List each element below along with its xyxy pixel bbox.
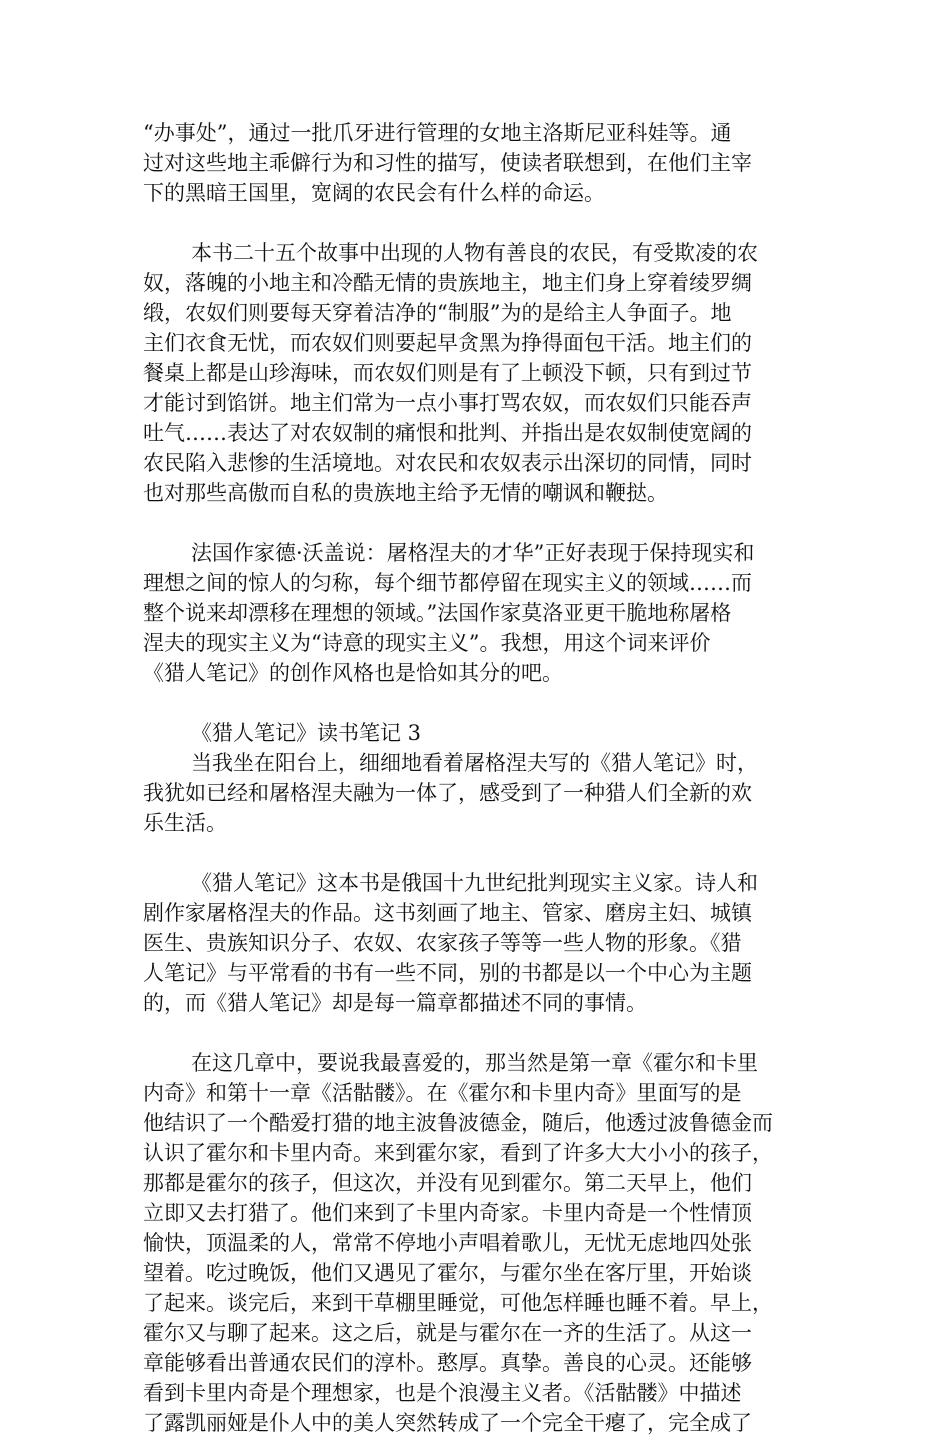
text-line: 的，而《猎人笔记》却是每一篇章都描述不同的事情。	[143, 991, 647, 1015]
text-line: 理想之间的惊人的匀称，每个细节都停留在现实主义的领域……而	[143, 571, 752, 595]
text-line: 了起来。谈完后，来到干草棚里睡觉，可他怎样睡也睡不着。早上，	[143, 1291, 773, 1315]
text-line: 内奇》和第十一章《活骷髅》。在《霍尔和卡里内奇》里面写的是	[143, 1081, 742, 1105]
paragraph-4	[143, 748, 810, 838]
text-line: 主们衣食无忧，而农奴们则要起早贪黑为挣得面包干活。地主们的	[143, 331, 752, 355]
text-line: 奴，落魄的小地主和冷酷无情的贵族地主，地主们身上穿着绫罗绸	[143, 271, 752, 295]
text-line: 医生、贵族知识分子、农奴、农家孩子等等一些人物的形象。《猎	[143, 931, 742, 955]
document-page	[143, 118, 810, 1438]
text-line: 立即又去打猎了。他们来到了卡里内奇家。卡里内奇是一个性情顶	[143, 1201, 752, 1225]
paragraph-gap	[143, 1018, 810, 1048]
text-line: 在这几章中，要说我最喜爱的，那当然是第一章《霍尔和卡里	[191, 1051, 758, 1075]
text-line: 他结识了一个酷爱打猎的地主波鲁波德金，随后，他透过波鲁德金而	[143, 1111, 773, 1135]
text-line: 乐生活。	[143, 811, 227, 835]
text-line: 吐气……表达了对农奴制的痛恨和批判、并指出是农奴制使宽阔的	[143, 421, 752, 445]
text-line: 《猎人笔记》的创作风格也是恰如其分的吧。	[143, 661, 563, 685]
text-line: 缎，农奴们则要每天穿着洁净的“制服”为的是给主人争面子。地	[143, 301, 732, 325]
text-line: 我犹如已经和屠格涅夫融为一体了，感受到了一种猎人们全新的欢	[143, 781, 752, 805]
paragraph-5	[143, 868, 810, 1018]
text-line: 章能够看出普通农民们的淳朴。憨厚。真挚。善良的心灵。还能够	[143, 1351, 752, 1375]
text-line: 法国作家德·沃盖说：屠格涅夫的才华”正好表现于保持现实和	[191, 541, 755, 565]
text-line: 人笔记》与平常看的书有一些不同，别的书都是以一个中心为主题	[143, 961, 752, 985]
paragraph-gap	[143, 688, 810, 718]
text-line: 望着。吃过晚饭，他们又遇见了霍尔，与霍尔坐在客厅里，开始谈	[143, 1261, 752, 1285]
text-line: 整个说来却漂移在理想的领域。”法国作家莫洛亚更干脆地称屠格	[143, 601, 732, 625]
paragraph-gap	[143, 208, 810, 238]
text-line: 那都是霍尔的孩子，但这次，并没有见到霍尔。第二天早上，他们	[143, 1171, 752, 1195]
text-line: 才能讨到馅饼。地主们常为一点小事打骂农奴，而农奴们只能吞声	[143, 391, 752, 415]
paragraph-3	[143, 538, 810, 688]
text-line: 认识了霍尔和卡里内奇。来到霍尔家，看到了许多大大小小的孩子，	[143, 1141, 773, 1165]
text-line: 下的黑暗王国里，宽阔的农民会有什么样的命运。	[143, 181, 605, 205]
paragraph-gap	[143, 508, 810, 538]
text-line: 餐桌上都是山珍海味，而农奴们则是有了上顿没下顿，只有到过节	[143, 361, 752, 385]
text-line: 愉快，顶温柔的人，常常不停地小声唱着歌儿，无忧无虑地四处张	[143, 1231, 752, 1255]
section-heading: 《猎人笔记》读书笔记 3	[191, 721, 422, 745]
text-line: 也对那些高傲而自私的贵族地主给予无情的嘲讽和鞭挞。	[143, 481, 668, 505]
text-line: 当我坐在阳台上，细细地看着屠格涅夫写的《猎人笔记》时，	[191, 751, 758, 775]
text-line: 剧作家屠格涅夫的作品。这书刻画了地主、管家、磨房主妇、城镇	[143, 901, 752, 925]
paragraph-2	[143, 238, 810, 508]
paragraph-6	[143, 1048, 810, 1438]
text-line: “办事处”，通过一批爪牙进行管理的女地主洛斯尼亚科娃等。通	[143, 121, 732, 145]
text-line: 过对这些地主乖僻行为和习性的描写，使读者联想到，在他们主宰	[143, 151, 752, 175]
text-line: 看到卡里内奇是个理想家，也是个浪漫主义者。《活骷髅》中描述	[143, 1381, 742, 1405]
text-line: 本书二十五个故事中出现的人物有善良的农民，有受欺凌的农	[191, 241, 758, 265]
paragraph-gap	[143, 838, 810, 868]
text-line: 农民陷入悲惨的生活境地。对农民和农奴表示出深切的同情，同时	[143, 451, 752, 475]
paragraph-1	[143, 118, 810, 208]
text-line: 涅夫的现实主义为“诗意的现实主义”。我想，用这个词来评价	[143, 631, 711, 655]
text-line: 了露凯丽娅是仆人中的美人突然转成了一个完全干瘪了，完全成了	[143, 1411, 752, 1435]
text-line: 霍尔又与聊了起来。这之后，就是与霍尔在一齐的生活了。从这一	[143, 1321, 752, 1345]
text-line: 《猎人笔记》这本书是俄国十九世纪批判现实主义家。诗人和	[191, 871, 758, 895]
